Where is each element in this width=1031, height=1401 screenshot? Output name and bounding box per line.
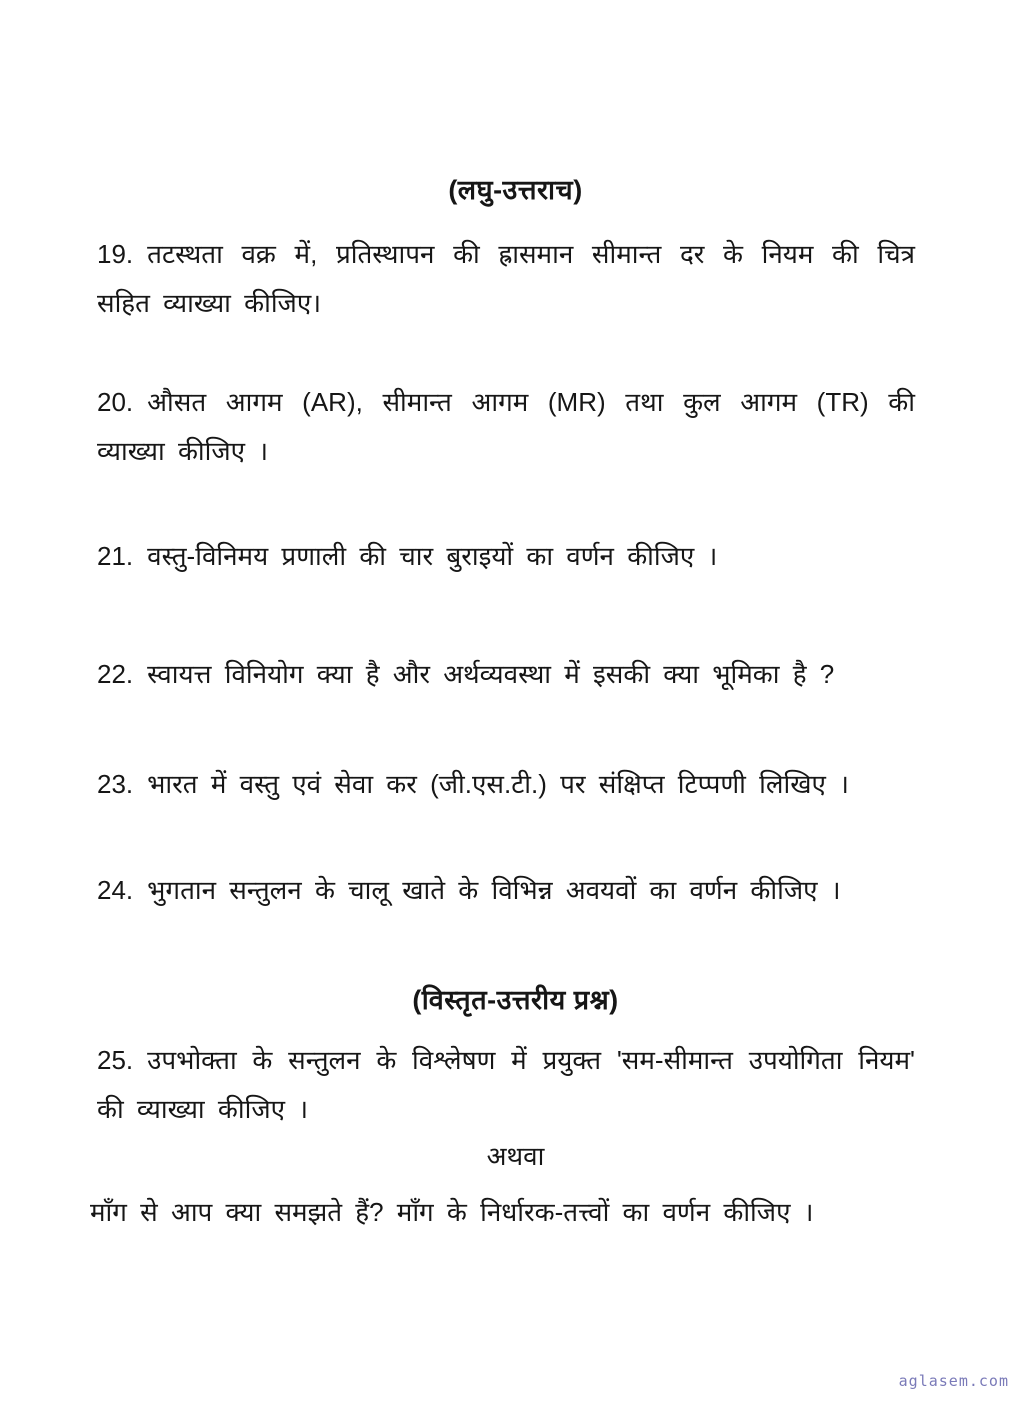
question-22 [97, 650, 915, 699]
section-heading-long-answer: (विस्तृत-उत्तरीय प्रश्न) [412, 985, 619, 1015]
question-21 [97, 532, 915, 581]
or-separator-label: अथवा [486, 1141, 545, 1171]
question-22-text: स्वायत्त विनियोग क्या है और अर्थव्यवस्था में इसकी क्या भूमिका है ? [147, 659, 835, 689]
question-24-text: भुगतान सन्तुलन के चालू खाते के विभिन्न अवयवों का वर्णन कीजिए । [147, 875, 841, 905]
question-19 [97, 230, 915, 328]
question-21-text: वस्तु-विनिमय प्रणाली की चार बुराइयों का वर्णन कीजिए । [147, 541, 718, 571]
question-20-number: 20. [97, 387, 134, 417]
question-19-number: 19. [97, 239, 134, 269]
question-21-number: 21. [97, 541, 134, 571]
question-25-number: 25. [97, 1045, 134, 1075]
watermark-text: aglasem.com [898, 1372, 1009, 1390]
question-20-text: औसत आगम (AR), सीमान्त आगम (MR) तथा कुल आगम (TR) की व्याख्या कीजिए । [97, 387, 915, 466]
question-22-number: 22. [97, 659, 134, 689]
question-24 [97, 866, 915, 915]
question-20 [97, 378, 915, 476]
section-heading-short-answer: (लघु-उत्तराच) [448, 175, 583, 205]
question-25-text: उपभोक्ता के सन्तुलन के विश्लेषण में प्रयुक्त 'सम-सीमान्त उपयोगिता नियम' की व्याख्या कीजिए । [97, 1045, 915, 1124]
question-23-number: 23. [97, 769, 134, 799]
question-23-text: भारत में वस्तु एवं सेवा कर (जी.एस.टी.) पर संक्षिप्त टिप्पणी लिखिए । [147, 769, 849, 799]
question-19-text: तटस्थता वक्र में, प्रतिस्थापन की ह्रासमान सीमान्त दर के नियम की चित्र सहित व्याख्या कीजिए। [97, 239, 915, 318]
question-24-number: 24. [97, 875, 134, 905]
question-25-alternative-text: माँग से आप क्या समझते हैं? माँग के निर्धारक-तत्त्वों का वर्णन कीजिए । [90, 1197, 814, 1227]
question-23 [97, 760, 915, 809]
question-25 [97, 1036, 915, 1134]
